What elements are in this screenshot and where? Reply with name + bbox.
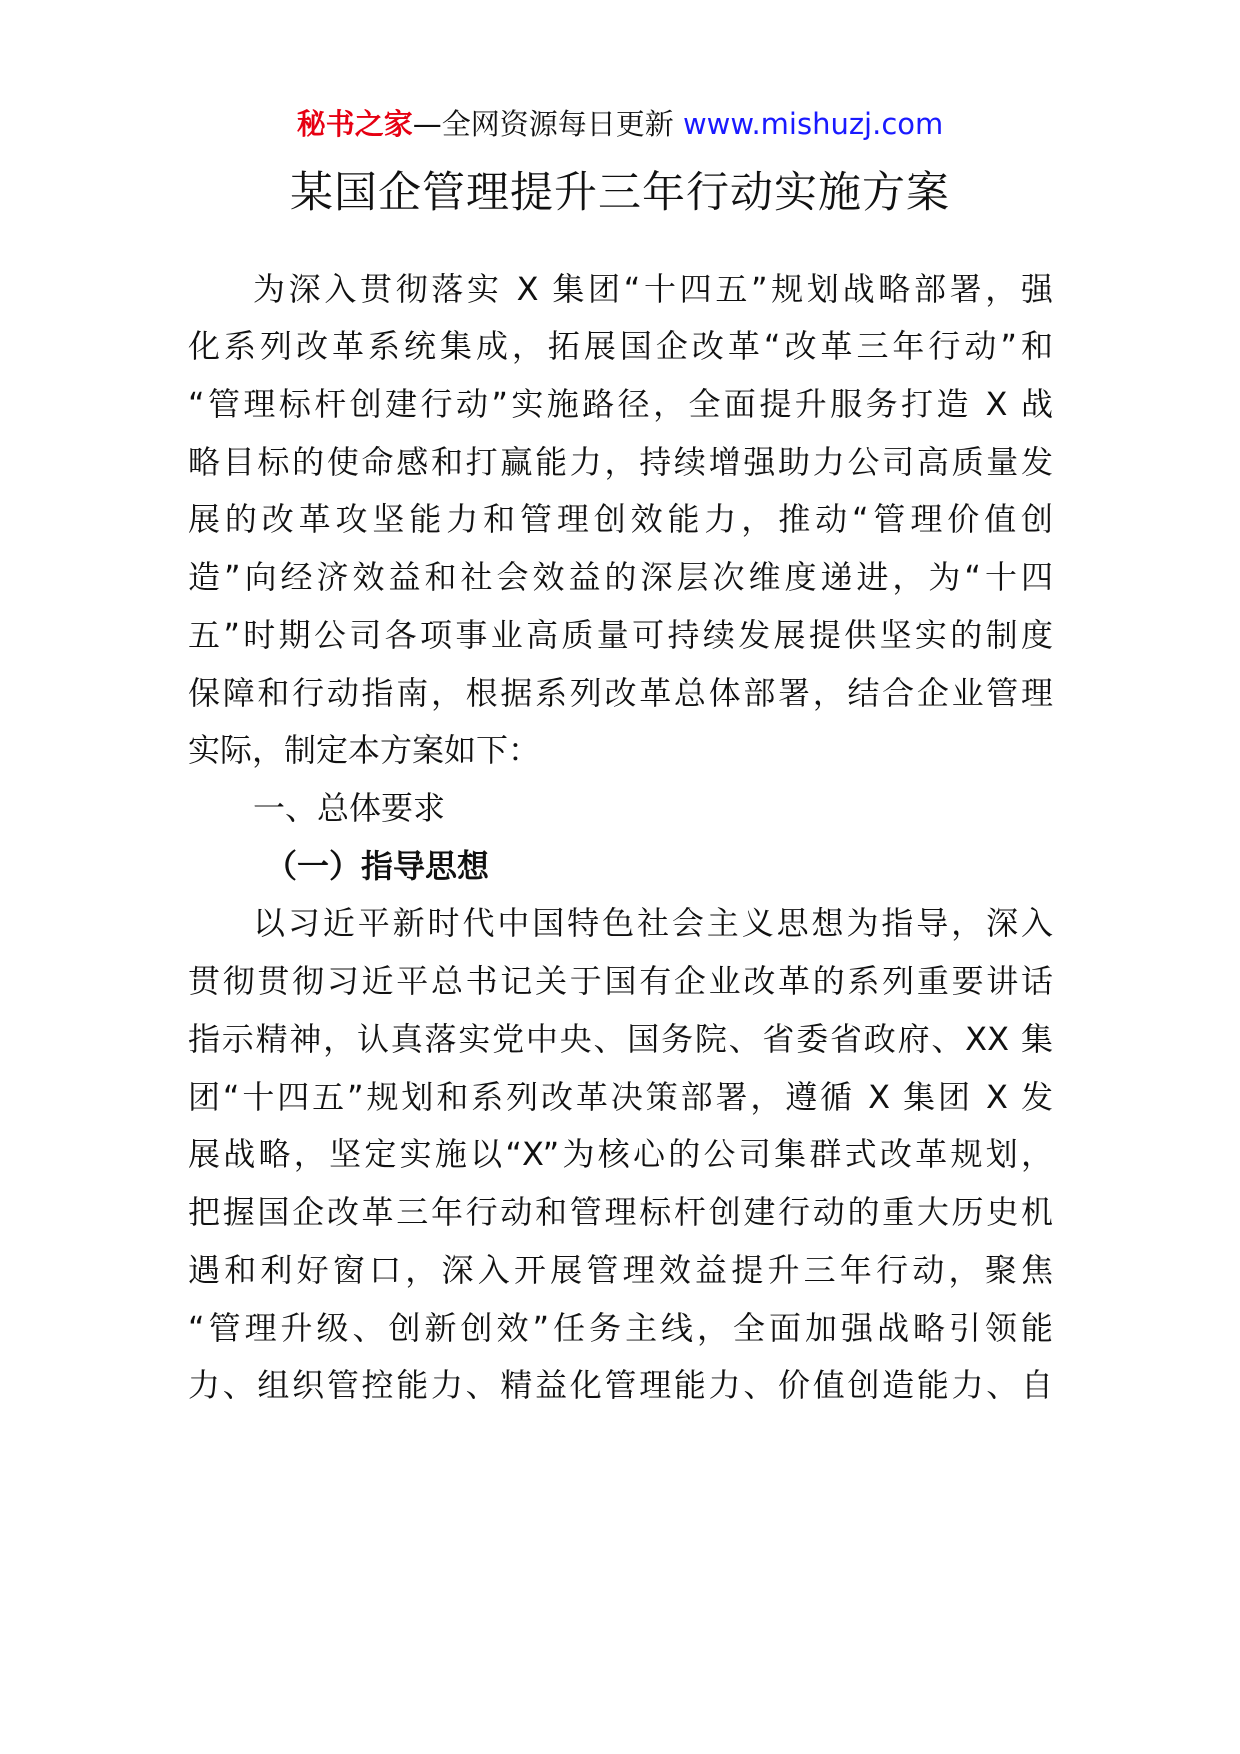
paragraph-line: 遇和利好窗口，深入开展管理效益提升三年行动，聚焦 bbox=[188, 1251, 1053, 1289]
document-title: 某国企管理提升三年行动实施方案 bbox=[290, 168, 950, 218]
site-url-link[interactable]: www.mishuzj.com bbox=[682, 107, 944, 141]
paragraph-line: 保障和行动指南，根据系列改革总体部署，结合企业管理 bbox=[188, 674, 1053, 712]
paragraph-line: 为深入贯彻落实 X 集团“十四五”规划战略部署，强 bbox=[253, 270, 1053, 308]
paragraph-line: 指示精神，认真落实党中央、国务院、省委省政府、XX 集 bbox=[188, 1020, 1053, 1058]
paragraph-line: 展战略，坚定实施以“X”为核心的公司集群式改革规划， bbox=[188, 1135, 1053, 1173]
paragraph-line: 五”时期公司各项事业高质量可持续发展提供坚实的制度 bbox=[188, 616, 1053, 654]
section-heading: 一、总体要求 bbox=[253, 789, 446, 827]
paragraph-line: 实际，制定本方案如下： bbox=[188, 731, 541, 769]
paragraph-line: 团“十四五”规划和系列改革决策部署，遵循 X 集团 X 发 bbox=[188, 1078, 1053, 1116]
paragraph-line: “管理标杆创建行动”实施路径，全面提升服务打造 X 战 bbox=[188, 385, 1053, 423]
site-tagline: —全网资源每日更新 bbox=[412, 107, 683, 141]
paragraph-line: “管理升级、创新创效”任务主线，全面加强战略引领能 bbox=[188, 1309, 1053, 1347]
paragraph-line: 以习近平新时代中国特色社会主义思想为指导，深入 bbox=[253, 904, 1053, 942]
site-banner bbox=[0, 104, 1240, 144]
paragraph-line: 把握国企改革三年行动和管理标杆创建行动的重大历史机 bbox=[188, 1193, 1053, 1231]
paragraph-line: 化系列改革系统集成，拓展国企改革“改革三年行动”和 bbox=[188, 327, 1053, 365]
paragraph-line: 略目标的使命感和打赢能力，持续增强助力公司高质量发 bbox=[188, 443, 1053, 481]
site-brand: 秘书之家 bbox=[296, 107, 413, 141]
paragraph-line: 力、组织管控能力、精益化管理能力、价值创造能力、自 bbox=[188, 1366, 1053, 1404]
paragraph-line: 展的改革攻坚能力和管理创效能力，推动“管理价值创 bbox=[188, 500, 1053, 538]
subsection-heading: （一）指导思想 bbox=[265, 847, 490, 885]
paragraph-line: 贯彻贯彻习近平总书记关于国有企业改革的系列重要讲话 bbox=[188, 962, 1053, 1000]
paragraph-line: 造”向经济效益和社会效益的深层次维度递进，为“十四 bbox=[188, 558, 1053, 596]
